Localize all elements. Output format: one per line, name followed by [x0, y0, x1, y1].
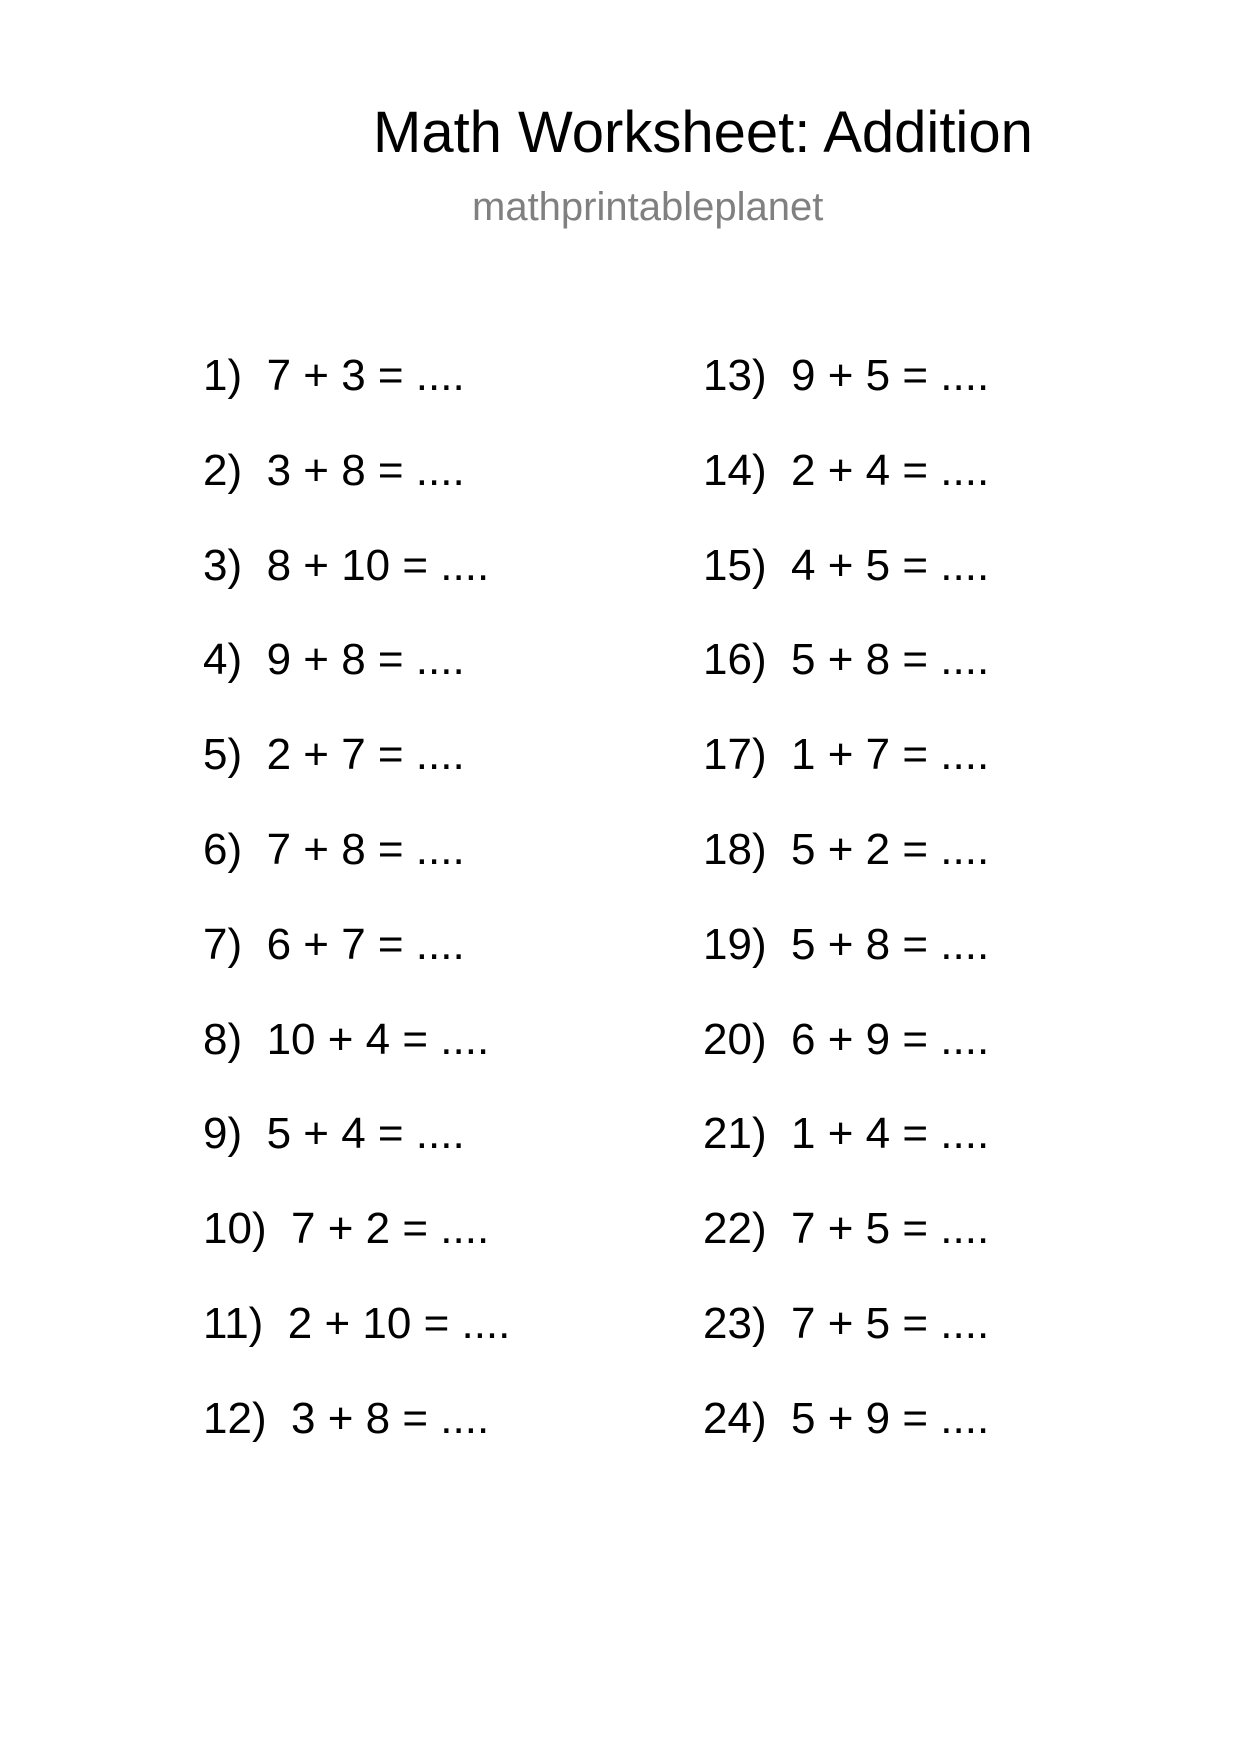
problem-number: 11): [203, 1298, 264, 1348]
problem-number: 12): [203, 1393, 267, 1443]
problem-expression: 5 + 8 = ....: [791, 635, 990, 685]
problem-item: [703, 540, 1183, 639]
problem-item: [703, 919, 1183, 1018]
problem-item: [203, 824, 683, 923]
problem-number: 20): [703, 1014, 767, 1064]
problem-item: [703, 351, 1183, 449]
problem-expression: 7 + 2 = ....: [291, 1204, 490, 1254]
problem-number: 4): [203, 635, 243, 685]
problem-expression: 2 + 10 = ....: [287, 1298, 511, 1348]
problem-expression: 5 + 2 = ....: [791, 824, 990, 874]
problem-item: [203, 919, 683, 1018]
problem-number: 1): [203, 351, 243, 400]
problem-expression: 1 + 7 = ....: [791, 730, 990, 780]
problem-number: 10): [203, 1204, 267, 1254]
problem-number: 23): [703, 1298, 767, 1348]
problem-item: [203, 1014, 683, 1113]
problem-expression: 3 + 8 = ....: [266, 445, 465, 495]
problem-item: [703, 635, 1183, 733]
problem-number: 7): [203, 919, 243, 969]
problem-number: 14): [703, 445, 767, 495]
page-subtitle: mathprintableplanet: [472, 185, 824, 229]
problem-column-right: [703, 351, 1183, 1492]
problem-expression: 5 + 8 = ....: [791, 919, 990, 969]
problem-expression: 4 + 5 = ....: [791, 540, 990, 590]
problem-item: [203, 1109, 683, 1207]
problem-expression: 7 + 8 = ....: [266, 824, 465, 874]
problem-item: [203, 540, 683, 639]
problem-expression: 9 + 8 = ....: [266, 635, 465, 685]
problem-number: 6): [203, 824, 243, 874]
problem-expression: 1 + 4 = ....: [791, 1109, 990, 1159]
problem-item: [203, 1393, 683, 1492]
problem-expression: 8 + 10 = ....: [266, 540, 490, 590]
problem-item: [703, 730, 1183, 828]
problem-number: 17): [703, 730, 767, 780]
problem-item: [703, 824, 1183, 923]
problem-expression: 2 + 7 = ....: [266, 730, 465, 780]
problem-expression: 6 + 7 = ....: [266, 919, 465, 969]
problem-expression: 5 + 4 = ....: [266, 1109, 465, 1159]
problem-number: 15): [703, 540, 767, 590]
problem-expression: 9 + 5 = ....: [791, 351, 990, 400]
problem-number: 18): [703, 824, 767, 874]
problem-item: [203, 445, 683, 544]
problem-item: [203, 1298, 683, 1397]
problem-item: [203, 1204, 683, 1302]
problem-number: 13): [703, 351, 767, 400]
problem-number: 9): [203, 1109, 243, 1159]
problem-expression: 10 + 4 = ....: [266, 1014, 490, 1064]
problem-item: [203, 635, 683, 733]
problem-expression: 2 + 4 = ....: [791, 445, 990, 495]
problem-expression: 7 + 5 = ....: [791, 1298, 990, 1348]
problem-column-left: [203, 351, 683, 1492]
problem-item: [703, 1204, 1183, 1302]
problem-expression: 3 + 8 = ....: [291, 1393, 490, 1443]
problem-number: 22): [703, 1204, 767, 1254]
problem-expression: 7 + 3 = ....: [266, 351, 465, 400]
problem-number: 21): [703, 1109, 767, 1159]
problem-number: 8): [203, 1014, 243, 1064]
problem-expression: 5 + 9 = ....: [791, 1393, 990, 1443]
problem-item: [203, 351, 683, 449]
problem-item: [703, 445, 1183, 544]
problem-item: [703, 1014, 1183, 1113]
problem-number: 19): [703, 919, 767, 969]
problem-number: 3): [203, 540, 243, 590]
problem-expression: 6 + 9 = ....: [791, 1014, 990, 1064]
problem-number: 2): [203, 445, 243, 495]
problem-expression: 7 + 5 = ....: [791, 1204, 990, 1254]
problem-number: 24): [703, 1393, 767, 1443]
problem-item: [703, 1109, 1183, 1207]
page-title: Math Worksheet: Addition: [373, 100, 1033, 165]
problem-number: 5): [203, 730, 243, 780]
problem-item: [203, 730, 683, 828]
problem-item: [703, 1393, 1183, 1492]
problem-number: 16): [703, 635, 767, 685]
problem-item: [703, 1298, 1183, 1397]
